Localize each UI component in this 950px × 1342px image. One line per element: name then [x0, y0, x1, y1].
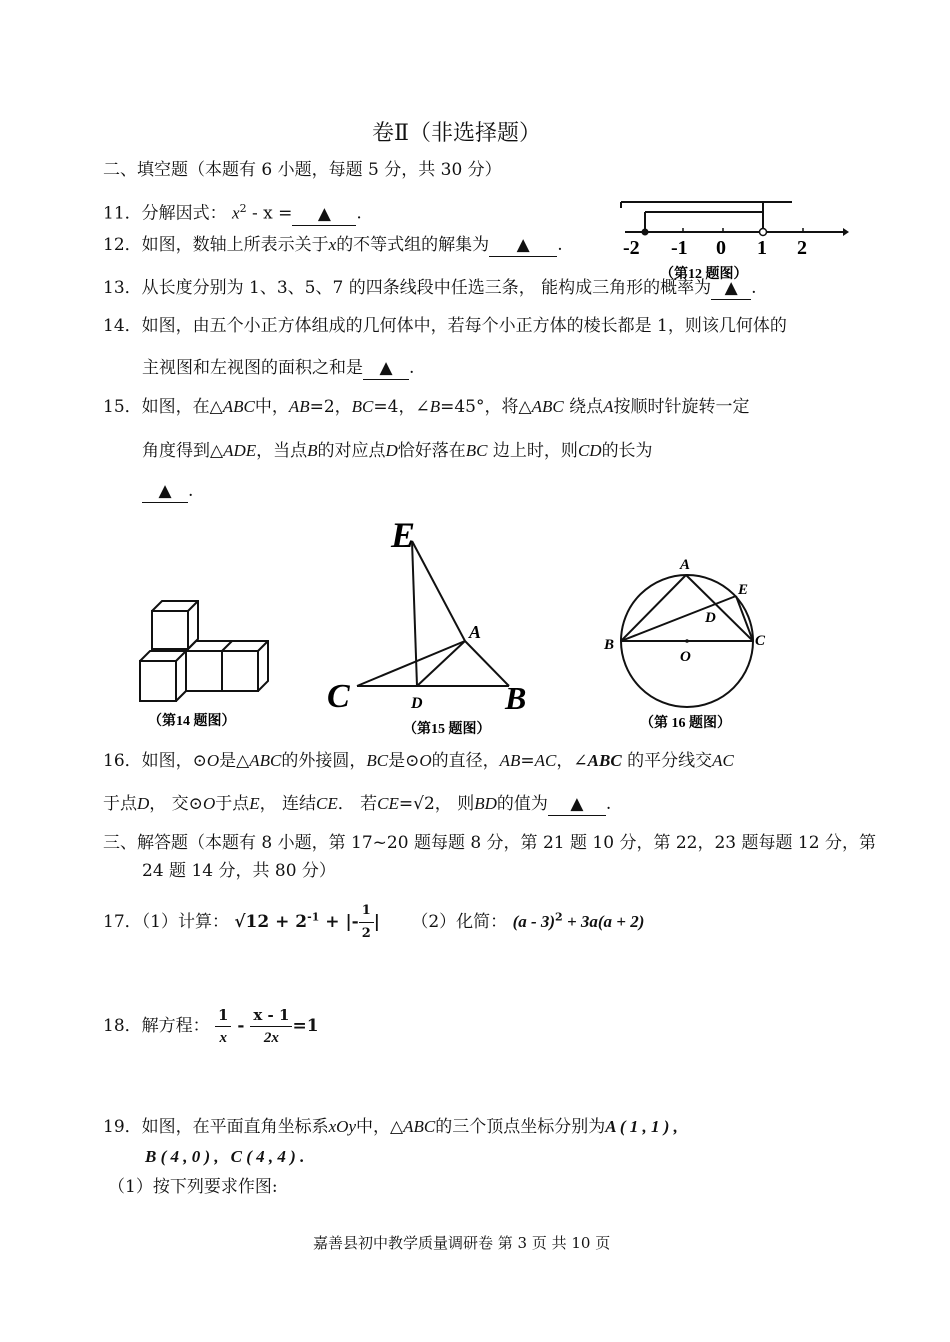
question-16-line2: 于点D， 交⊙O于点E， 连结CE． 若CE=√2， 则BD的值为 ▲ . — [103, 794, 612, 814]
section-2-heading: 二、填空题（本题有 6 小题，每题 5 分，共 30 分） — [103, 160, 502, 180]
section-title: 卷Ⅱ（非选择题） — [372, 121, 541, 146]
answer-blank[interactable]: ▲ — [292, 203, 356, 226]
point-label: D — [411, 695, 423, 712]
answer-blank[interactable]: ▲ — [489, 234, 557, 257]
figure-caption: （第15 题图） — [403, 722, 491, 737]
point-label: C — [327, 678, 350, 715]
figure-caption: （第12 题图） — [660, 267, 748, 282]
figure-caption: （第 16 题图） — [640, 716, 731, 731]
triangle-rotation-figure — [325, 515, 540, 740]
tick-label: 0 — [716, 237, 726, 259]
figure-caption: （第14 题图） — [148, 714, 236, 729]
question-19-part1: （1）按下列要求作图: — [108, 1177, 278, 1197]
point-label: C — [755, 633, 766, 649]
tick-label: 2 — [797, 237, 807, 259]
question-19: 19．如图，在平面直角坐标系xOy中，△ABC的三个顶点坐标分别为A ( 1 , 1 ) , — [103, 1117, 678, 1137]
tick-label: -1 — [671, 237, 688, 259]
point-label: B — [505, 680, 527, 716]
section-3-heading-line2: 24 题 14 分，共 80 分） — [142, 861, 336, 881]
tick-label: 1 — [757, 237, 767, 259]
question-15-line2: 角度得到△ADE，当点B的对应点D恰好落在BC 边上时，则CD的长为 — [142, 441, 653, 461]
question-13: 13．从长度分别为 1、3、5、7 的四条线段中任选三条， 能构成三角形的概率为 ▲ . — [103, 278, 757, 298]
question-12: 12．如图，数轴上所表示关于x的不等式组的解集为 ▲ . — [103, 235, 563, 255]
question-16: 16．如图，⊙O是△ABC的外接圆，BC是⊙O的直径，AB=AC，∠ABC 的平分线交AC — [103, 751, 734, 771]
tick-label: -2 — [623, 237, 640, 259]
question-17: 17．（1）计算： $√12 + 2^{-1}$ + |- $\frac{1}{2}$ | （2）化简： (a - 3)$^2$ + 3a(a + 2) — [103, 900, 644, 945]
point-label: D — [705, 610, 716, 626]
cubes-figure — [130, 595, 280, 735]
question-14: 14．如图，由五个小正方体组成的几何体中，若每个小正方体的棱长都是 1，则该几何体的 — [103, 316, 787, 336]
point-label: E — [738, 582, 749, 598]
question-15: 15．如图，在△ABC中，AB=2，BC=4，∠B=45°，将△ABC 绕点A按顺时针旋转一定 — [103, 397, 750, 417]
circle-figure — [600, 552, 775, 742]
question-18: 18．解方程： $\frac{1}{x}$ - $\frac{x - 1}{2x}$ =1 — [103, 1006, 319, 1046]
question-11: 11．分解因式： $x^2$ - x = ▲ . — [103, 202, 362, 224]
question-15-line3: ▲ . — [142, 480, 193, 503]
answer-blank[interactable]: ▲ — [363, 357, 409, 380]
point-label: B — [604, 637, 615, 653]
point-label: O — [680, 649, 691, 665]
point-label: A — [680, 557, 691, 573]
answer-blank[interactable]: ▲ — [711, 277, 751, 300]
page-footer: 嘉善县初中教学质量调研卷 第 3 页 共 10 页 — [313, 1234, 611, 1252]
question-19-line2: B ( 4 , 0 ) , C ( 4 , 4 ) . — [145, 1147, 305, 1166]
point-label: A — [469, 622, 482, 642]
section-3-heading: 三、解答题（本题有 8 小题，第 17~20 题每题 8 分，第 21 题 10 分，第 22，23 题每题 12 分，第 — [103, 833, 876, 853]
answer-blank[interactable]: ▲ — [142, 480, 188, 503]
answer-blank[interactable]: ▲ — [548, 793, 606, 816]
question-14-line2: 主视图和左视图的面积之和是 ▲ . — [142, 358, 415, 378]
point-label: E — [391, 515, 416, 555]
number-line-figure — [615, 192, 850, 288]
